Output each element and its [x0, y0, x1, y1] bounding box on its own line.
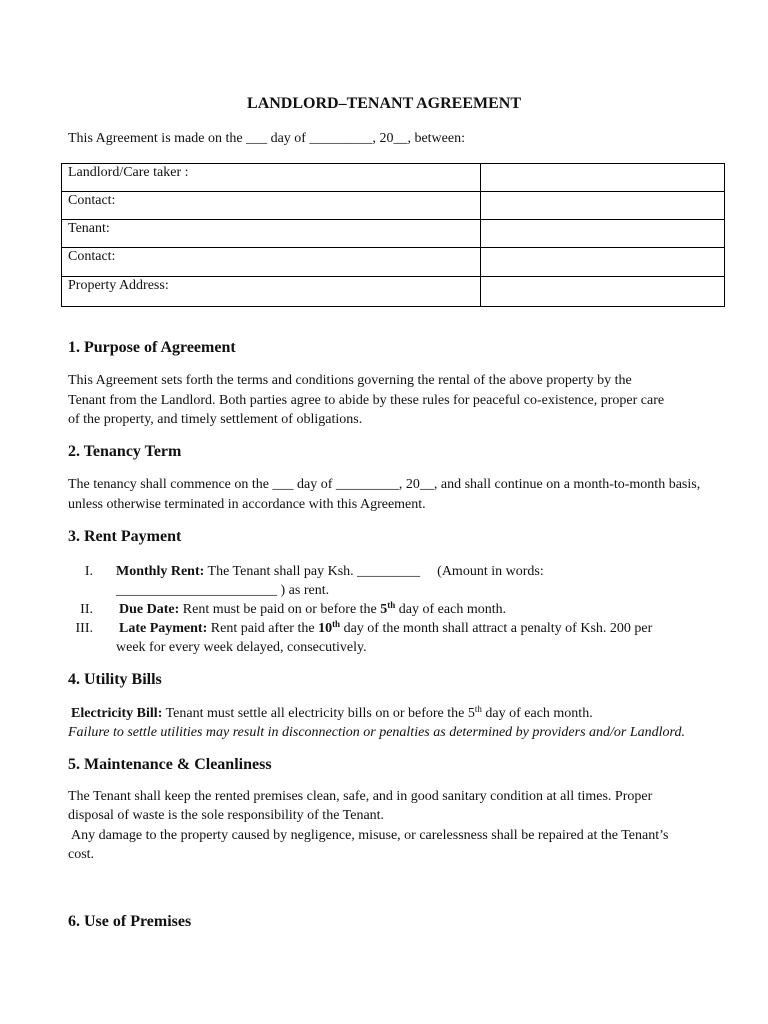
- late-payment-day-suffix: th: [332, 618, 341, 629]
- property-address-value-cell: [481, 277, 725, 307]
- section-heading-tenancy-term: 2. Tenancy Term: [68, 443, 182, 460]
- property-address-label-cell: Property Address:: [62, 277, 481, 307]
- table-row-property-address: [62, 277, 725, 307]
- section-heading-utility-bills: 4. Utility Bills: [68, 671, 162, 688]
- monthly-rent-continuation: _______________________ ) as rent.: [116, 582, 330, 598]
- agreement-intro: This Agreement is made on the ___ day of _________, 20__, between:: [68, 131, 465, 146]
- table-row-landlord: [62, 164, 725, 192]
- table-row-tenant-contact: [62, 248, 725, 277]
- paragraph-line: The Tenant shall keep the rented premises clean, safe, and in good sanitary condition at all times. Proper: [68, 789, 653, 804]
- tenant-contact-value-cell: [481, 248, 725, 277]
- due-date-text-before: Rent must be paid on or before the: [182, 601, 377, 617]
- section-heading-maintenance: 5. Maintenance & Cleanliness: [68, 756, 272, 773]
- due-date-label: Due Date:: [119, 601, 180, 617]
- table-row-landlord-contact: [62, 192, 725, 220]
- list-item-line: [116, 600, 652, 619]
- electricity-day-suffix: th: [474, 703, 482, 714]
- paragraph-line: of the property, and timely settlement of obligations.: [68, 412, 363, 427]
- monthly-rent-text: The Tenant shall pay Ksh. _________: [207, 563, 421, 579]
- paragraph-line: Tenant from the Landlord. Both parties agree to abide by these rules for peaceful co-existence, proper care: [68, 392, 665, 408]
- section-heading-purpose: 1. Purpose of Agreement: [68, 339, 236, 356]
- list-item-line: [116, 562, 652, 581]
- tenant-contact-label-cell: Contact:: [62, 248, 481, 277]
- landlord-label-cell: Landlord/Care taker :: [62, 164, 481, 192]
- late-payment-day: 10: [318, 620, 333, 636]
- utility-failure-note: Failure to settle utilities may result in disconnection or penalties as determined by providers and/or Landlord.: [68, 724, 685, 740]
- tenant-label-cell: Tenant:: [62, 220, 481, 248]
- landlord-contact-value-cell: [481, 192, 725, 220]
- purpose-paragraph: [68, 371, 664, 430]
- rent-payment-list: [68, 562, 652, 657]
- late-payment-continuation: week for every week delayed, consecutively.: [116, 639, 367, 655]
- list-item-monthly-rent: [68, 562, 652, 600]
- amount-in-words-label: (Amount in words:: [437, 563, 544, 579]
- electricity-bill-label: Electricity Bill:: [71, 705, 163, 721]
- monthly-rent-label: Monthly Rent:: [116, 563, 205, 579]
- electricity-bill-line: [68, 704, 685, 723]
- utility-bills-block: [68, 704, 685, 742]
- paragraph-line: The tenancy shall commence on the ___ day of _________, 20__, and shall continue on a month-to-month basis,: [68, 477, 701, 492]
- paragraph-line: disposal of waste is the sole responsibility of the Tenant.: [68, 808, 385, 824]
- electricity-text-before: Tenant must settle all electricity bills on or before the: [165, 705, 465, 721]
- electricity-text-after: day of each month.: [485, 705, 593, 721]
- electricity-day: 5: [467, 705, 475, 721]
- late-payment-text-before: Rent paid after the: [210, 620, 315, 636]
- list-item-late-payment: [68, 619, 652, 657]
- section-heading-use-of-premises: 6. Use of Premises: [68, 913, 192, 930]
- document-title: LANDLORD–TENANT AGREEMENT: [247, 95, 521, 112]
- late-payment-label: Late Payment:: [119, 620, 208, 636]
- due-date-text-after: day of each month.: [398, 601, 507, 617]
- landlord-value-cell: [481, 164, 725, 192]
- paragraph-line: unless otherwise terminated in accordance with this Agreement.: [68, 496, 426, 512]
- list-numeral: II.: [80, 601, 93, 617]
- list-numeral: III.: [75, 620, 93, 636]
- due-date-day: 5: [380, 601, 388, 617]
- landlord-contact-label-cell: Contact:: [62, 192, 481, 220]
- tenancy-term-paragraph: [68, 475, 700, 514]
- tenant-value-cell: [481, 220, 725, 248]
- late-payment-text-after: day of the month shall attract a penalty of Ksh. 200 per: [343, 620, 653, 636]
- paragraph-line: This Agreement sets forth the terms and conditions governing the rental of the above property by the: [68, 373, 632, 388]
- paragraph-line: Any damage to the property caused by negligence, misuse, or carelessness shall be repaired at the Tenant’s: [71, 827, 669, 843]
- section-heading-rent-payment: 3. Rent Payment: [68, 528, 182, 545]
- list-numeral: I.: [84, 563, 93, 579]
- list-item-line: [116, 619, 652, 638]
- parties-table: [61, 163, 725, 307]
- list-item-due-date: [68, 600, 652, 619]
- due-date-day-suffix: th: [387, 599, 396, 610]
- maintenance-paragraph: [68, 787, 668, 864]
- table-row-tenant: [62, 220, 725, 248]
- paragraph-line: cost.: [68, 846, 95, 862]
